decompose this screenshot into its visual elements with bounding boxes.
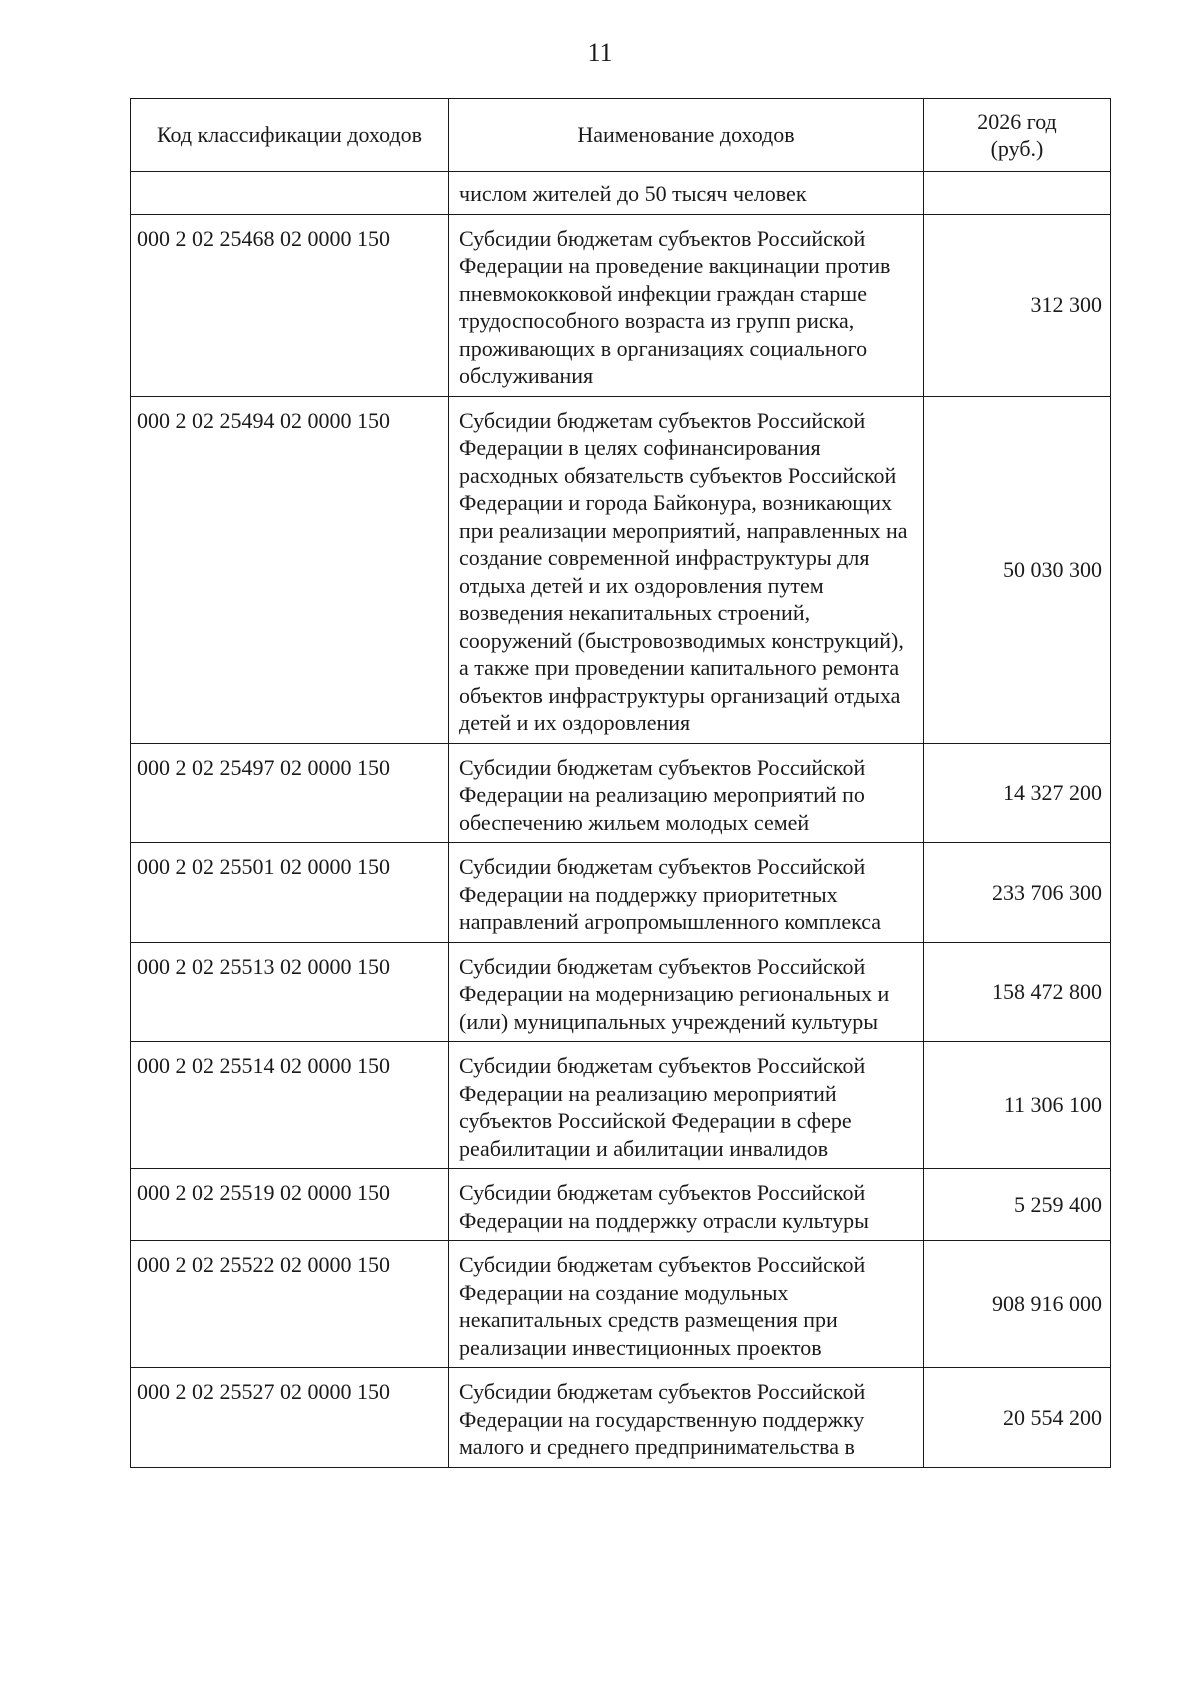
cell-name: Субсидии бюджетам субъектов Российской Федерации на реализацию мероприятий по обеспечению жильем молодых семей [449,743,924,843]
header-name: Наименование доходов [449,99,924,172]
cell-name: Субсидии бюджетам субъектов Российской Федерации в целях софинансирования расходных обязательств субъектов Российской Федерации и города Байконура, возникающих при реализации мероприятий, направленных на создание современной инфраструктуры для отдыха детей и их оздоровления путем возведения некапитальных строений, сооружений (быстровозводимых конструкций), а также при проведении капитального ремонта объектов инфраструктуры организаций отдыха детей и их оздоровления [449,396,924,743]
cell-amount: 158 472 800 [924,942,1111,1042]
table-header-row [131,99,1111,172]
table-row [131,1169,1111,1241]
cell-amount: 5 259 400 [924,1169,1111,1241]
table-row [131,942,1111,1042]
table-row [131,843,1111,943]
cell-code [131,172,449,215]
cell-amount: 11 306 100 [924,1042,1111,1169]
header-code: Код классификации доходов [131,99,449,172]
cell-name: Субсидии бюджетам субъектов Российской Федерации на создание модульных некапитальных средств размещения при реализации инвестиционных проектов [449,1241,924,1368]
income-classification-table [130,98,1111,1468]
table-row [131,214,1111,396]
cell-amount [924,172,1111,215]
cell-code: 000 2 02 25494 02 0000 150 [131,396,449,743]
table-row [131,1042,1111,1169]
cell-code: 000 2 02 25501 02 0000 150 [131,843,449,943]
header-year [924,99,1111,172]
header-year-line1: 2026 год [977,108,1057,134]
cell-name: Субсидии бюджетам субъектов Российской Федерации на поддержку приоритетных направлений агропромышленного комплекса [449,843,924,943]
cell-amount: 312 300 [924,214,1111,396]
cell-code: 000 2 02 25519 02 0000 150 [131,1169,449,1241]
cell-name: Субсидии бюджетам субъектов Российской Федерации на проведение вакцинации против пневмококковой инфекции граждан старше трудоспособного возраста из групп риска, проживающих в организациях социального обслуживания [449,214,924,396]
cell-code: 000 2 02 25497 02 0000 150 [131,743,449,843]
cell-code: 000 2 02 25527 02 0000 150 [131,1368,449,1468]
cell-amount: 908 916 000 [924,1241,1111,1368]
cell-code: 000 2 02 25468 02 0000 150 [131,214,449,396]
cell-name: Субсидии бюджетам субъектов Российской Федерации на поддержку отрасли культуры [449,1169,924,1241]
table-row [131,396,1111,743]
cell-name: числом жителей до 50 тысяч человек [449,172,924,215]
cell-amount: 233 706 300 [924,843,1111,943]
income-table [130,98,1110,1468]
cell-code: 000 2 02 25513 02 0000 150 [131,942,449,1042]
cell-code: 000 2 02 25514 02 0000 150 [131,1042,449,1169]
cell-name: Субсидии бюджетам субъектов Российской Федерации на модернизацию региональных и (или) муниципальных учреждений культуры [449,942,924,1042]
cell-name: Субсидии бюджетам субъектов Российской Федерации на реализацию мероприятий субъектов Российской Федерации в сфере реабилитации и абилитации инвалидов [449,1042,924,1169]
table-row [131,1368,1111,1468]
table-row-continuation [131,172,1111,215]
cell-amount: 50 030 300 [924,396,1111,743]
cell-code: 000 2 02 25522 02 0000 150 [131,1241,449,1368]
cell-amount: 14 327 200 [924,743,1111,843]
table-row [131,1241,1111,1368]
header-year-line2: (руб.) [990,136,1044,161]
cell-name: Субсидии бюджетам субъектов Российской Федерации на государственную поддержку малого и среднего предпринимательства в [449,1368,924,1468]
table-row [131,743,1111,843]
cell-amount: 20 554 200 [924,1368,1111,1468]
page-number: 11 [587,38,613,67]
